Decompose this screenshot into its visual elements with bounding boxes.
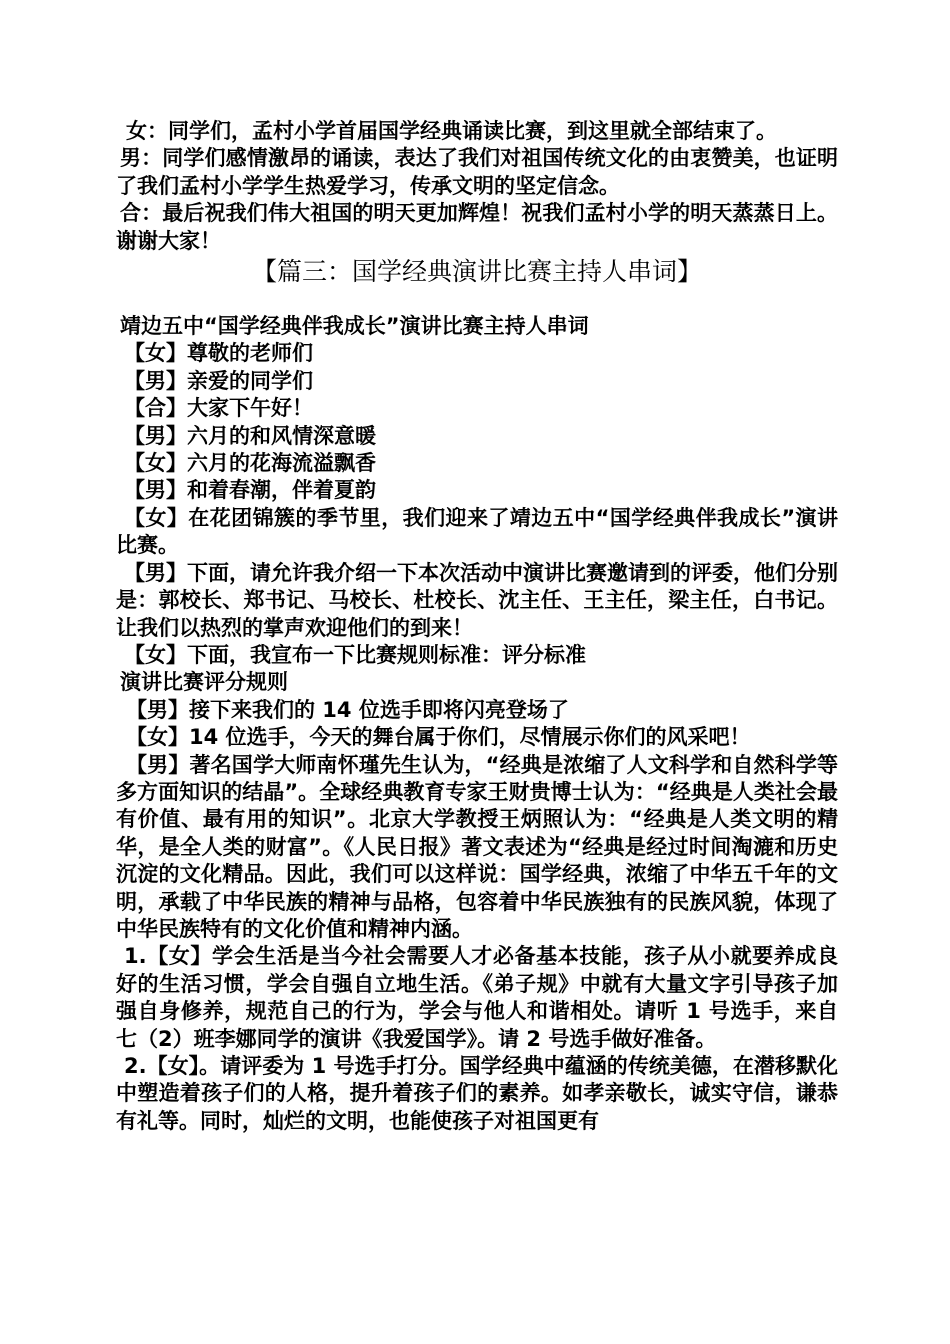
script-line: 【男】和着春潮，伴着夏韵 xyxy=(124,478,376,503)
script-line: 【男】六月的和风情深意暖 xyxy=(124,423,376,448)
script-line: 【女】在花团锦簇的季节里，我们迎来了靖边五中“国学经典伴我成长”演讲比赛。 xyxy=(116,505,838,558)
script-line: 【男】下面，请允许我介绍一下本次活动中演讲比赛邀请到的评委，他们分别是：郭校长、郑书记、马校长、杜校长、沈主任、王主任，梁主任，白书记。让我们以热烈的掌声欢迎他们的到来！ xyxy=(116,560,838,640)
script-line: 【女】六月的花海流溢飘香 xyxy=(124,451,376,476)
script-line: 【男】亲爱的同学们 xyxy=(124,368,313,393)
script-line: 1.【女】学会生活是当今社会需要人才必备基本技能，孩子从小就要养成良好的生活习惯，学会自强自立地生活。《弟子规》中就有大量文字引导孩子加强自身修养，规范自己的行为，学会与他人和谐相处。请听 1 号选手，来自七（2）班李娜同学的演讲《我爱国学》。请 2 号选手做好准备。 xyxy=(116,944,838,1051)
paragraph-male-closing: 男：同学们感情激昂的诵读，表达了我们对祖国传统文化的由衷赞美，也证明了我们孟村小学学生热爱学习，传承文明的坚定信念。 xyxy=(116,146,838,198)
script-line: 【男】接下来我们的 14 位选手即将闪亮登场了 xyxy=(126,697,569,722)
script-line: 【男】著名国学大师南怀瑾先生认为，“经典是浓缩了人文科学和自然科学等多方面知识的结晶”。全球经典教育专家王财贵博士认为：“经典是人类社会最有价值、最有用的知识”。北京大学教授王炳照认为：“经典是人类文明的精华，是全人类的财富”。《人民日报》著文表述为“经典是经过时间淘漉和历史沉淀的文化精品。因此，我们可以这样说：国学经典，浓缩了中华五千年的文明，承载了中华民族的精神与品格，包容着中华民族独有的民族风貌，体现了中华民族特有的文化价值和精神内涵。 xyxy=(116,752,838,941)
script-line: 【合】大家下午好！ xyxy=(124,396,313,421)
script-line: 【女】14 位选手，今天的舞台属于你们，尽情展示你们的风采吧！ xyxy=(126,725,751,750)
paragraph-together-closing: 合：最后祝我们伟大祖国的明天更加辉煌！祝我们孟村小学的明天蒸蒸日上。谢谢大家！ xyxy=(116,201,838,253)
paragraph-female-closing: 女：同学们，孟村小学首届国学经典诵读比赛，到这里就全部结束了。 xyxy=(126,119,777,143)
script-title: 靖边五中“国学经典伴我成长”演讲比赛主持人串词 xyxy=(120,314,589,339)
section-heading: 【篇三：国学经典演讲比赛主持人串词】 xyxy=(251,257,702,287)
script-line: 【女】尊敬的老师们 xyxy=(124,341,313,366)
script-line: 演讲比赛评分规则 xyxy=(120,670,288,695)
document-body xyxy=(116,118,838,1135)
script-line: 【女】下面，我宣布一下比赛规则标准：评分标准 xyxy=(124,642,586,667)
script-line: 2.【女】。请评委为 1 号选手打分。国学经典中蕴涵的传统美德，在潜移默化中塑造着孩子们的人格，提升着孩子们的素养。如孝亲敬长，诚实守信，谦恭有礼等。同时，灿烂的文明，也能使孩子对祖国更有 xyxy=(116,1054,838,1133)
